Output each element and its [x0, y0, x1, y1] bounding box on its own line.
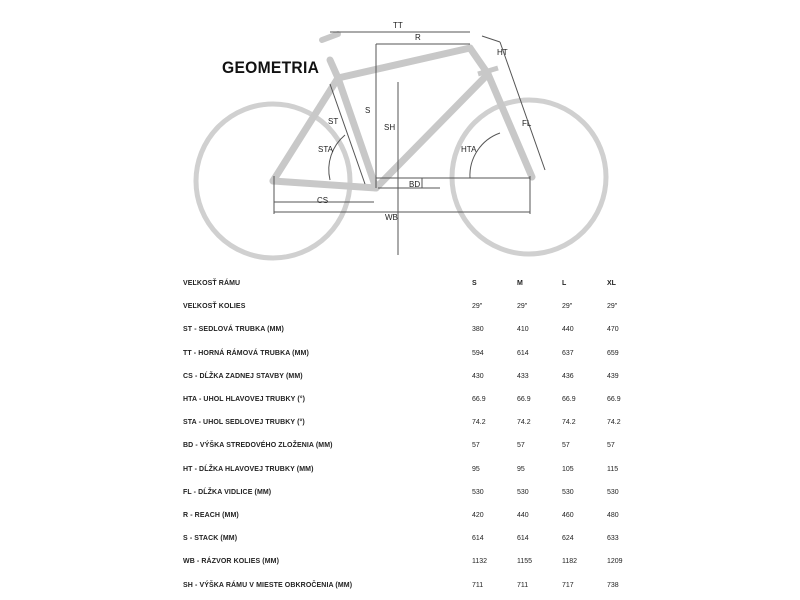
row-label: SH - VÝŠKA RÁMU V MIESTE OBKROČENIA (MM) — [183, 581, 353, 589]
row-value: 57 — [517, 442, 525, 450]
row-value: 115 — [607, 465, 619, 473]
table-row — [183, 318, 652, 341]
header-size: S — [472, 280, 477, 288]
row-value: 530 — [517, 488, 529, 496]
row-value: 717 — [562, 581, 574, 589]
row-label: ST - SEDLOVÁ TRUBKA (MM) — [183, 326, 284, 334]
row-value: 66.9 — [472, 396, 486, 404]
row-label: S - STACK (MM) — [183, 535, 238, 543]
row-label: STA - UHOL SEDLOVEJ TRUBKY (°) — [183, 419, 305, 427]
row-value: 66.9 — [517, 396, 531, 404]
label-cs: CS — [317, 196, 329, 205]
row-label: WB - RÁZVOR KOLIES (MM) — [183, 558, 280, 566]
label-s: S — [365, 106, 371, 115]
row-label: HTA - UHOL HLAVOVEJ TRUBKY (°) — [183, 396, 306, 404]
row-value: 74.2 — [517, 419, 531, 427]
row-label: HT - DĹŽKA HLAVOVEJ TRUBKY (MM) — [183, 465, 314, 473]
table-row — [183, 527, 652, 550]
row-value: 659 — [607, 349, 619, 357]
row-value: 738 — [607, 581, 619, 589]
row-value: 57 — [472, 442, 480, 450]
row-value: 95 — [472, 465, 480, 473]
row-value: 105 — [562, 465, 574, 473]
row-value: 460 — [562, 511, 574, 519]
table-row — [183, 388, 652, 411]
saddle — [322, 34, 338, 40]
row-value: 95 — [517, 465, 525, 473]
row-value: 29" — [562, 303, 573, 311]
table-row — [183, 434, 652, 457]
label-ht: HT — [497, 48, 508, 57]
table-header-row — [183, 272, 652, 295]
table-row — [183, 481, 652, 504]
row-value: 1209 — [607, 558, 623, 566]
table-row — [183, 458, 652, 481]
label-hta: HTA — [461, 145, 477, 154]
table-row — [183, 573, 652, 596]
table-row — [183, 411, 652, 434]
label-r: R — [415, 33, 421, 42]
table-row — [183, 504, 652, 527]
row-value: 29" — [607, 303, 618, 311]
header-size: M — [517, 280, 523, 288]
bike-geometry-diagram — [0, 0, 800, 270]
label-bd: BD — [409, 180, 421, 189]
header-size: L — [562, 280, 567, 288]
row-label: FL - DĹŽKA VIDLICE (MM) — [183, 488, 272, 496]
row-label: BD - VÝŠKA STREDOVÉHO ZLOŽENIA (MM) — [183, 442, 333, 450]
row-label: R - REACH (MM) — [183, 511, 239, 519]
row-value: 480 — [607, 511, 619, 519]
page-title: GEOMETRIA — [222, 58, 320, 77]
row-value: 1182 — [562, 558, 578, 566]
row-value: 1132 — [472, 558, 488, 566]
label-wb: WB — [385, 213, 398, 222]
geometry-table — [183, 272, 652, 597]
row-value: 439 — [607, 372, 619, 380]
row-value: 433 — [517, 372, 529, 380]
table-row — [183, 550, 652, 573]
row-value: 624 — [562, 535, 574, 543]
row-value: 436 — [562, 372, 574, 380]
table-row — [183, 295, 652, 318]
row-label: VEĽKOSŤ KOLIES — [183, 303, 246, 311]
row-value: 1155 — [517, 558, 533, 566]
row-label: TT - HORNÁ RÁMOVÁ TRUBKA (MM) — [183, 349, 309, 357]
header-size: XL — [607, 280, 616, 288]
row-value: 614 — [517, 349, 529, 357]
row-value: 420 — [472, 511, 484, 519]
row-value: 29" — [517, 303, 528, 311]
row-value: 66.9 — [607, 396, 621, 404]
row-value: 440 — [562, 326, 574, 334]
row-value: 57 — [607, 442, 615, 450]
row-value: 29" — [472, 303, 483, 311]
row-value: 614 — [517, 535, 529, 543]
row-value: 66.9 — [562, 396, 576, 404]
row-value: 74.2 — [562, 419, 576, 427]
row-value: 74.2 — [607, 419, 621, 427]
label-sta: STA — [318, 145, 333, 154]
row-value: 430 — [472, 372, 484, 380]
row-value: 530 — [562, 488, 574, 496]
label-st: ST — [328, 117, 339, 126]
label-tt: TT — [393, 21, 403, 30]
row-value: 711 — [517, 581, 529, 589]
row-value: 440 — [517, 511, 529, 519]
row-value: 594 — [472, 349, 484, 357]
row-value: 74.2 — [472, 419, 486, 427]
row-value: 711 — [472, 581, 484, 589]
table-row — [183, 342, 652, 365]
row-value: 614 — [472, 535, 484, 543]
table-row — [183, 365, 652, 388]
row-value: 633 — [607, 535, 619, 543]
row-label: CS - DĹŽKA ZADNEJ STAVBY (MM) — [183, 372, 303, 380]
row-value: 637 — [562, 349, 574, 357]
row-value: 380 — [472, 326, 484, 334]
header-label: VEĽKOSŤ RÁMU — [183, 280, 241, 288]
row-value: 530 — [607, 488, 619, 496]
label-sh: SH — [384, 123, 396, 132]
row-value: 57 — [562, 442, 570, 450]
row-value: 470 — [607, 326, 619, 334]
label-fl: FL — [522, 119, 532, 128]
row-value: 410 — [517, 326, 529, 334]
row-value: 530 — [472, 488, 484, 496]
